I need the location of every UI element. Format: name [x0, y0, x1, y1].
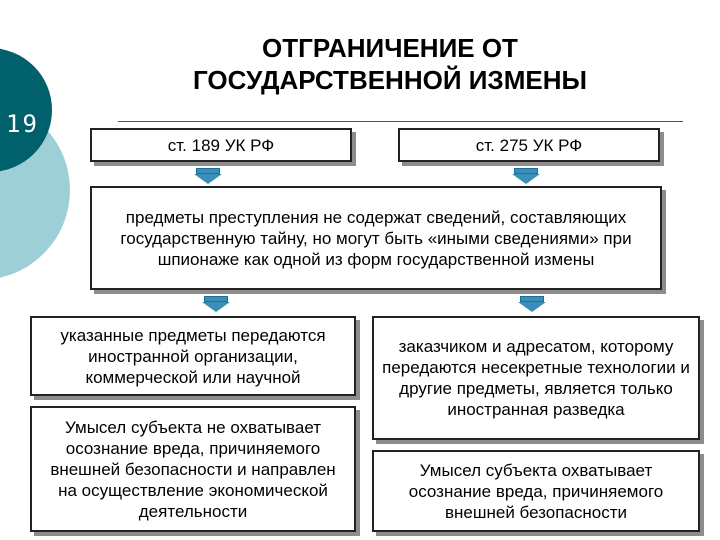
right-intent-box	[372, 450, 700, 532]
decorative-circles	[0, 0, 100, 300]
article-189-box	[90, 128, 352, 162]
common-feature-box	[90, 186, 662, 290]
left-intent-text: Умысел субъекта не охватывает осознание вреда, причиняемого внешней безопасности и направлен на осуществление экономической деятельности	[50, 417, 336, 521]
slide-number: 19	[6, 110, 39, 138]
article-189-label: ст. 189 УК РФ	[167, 135, 275, 155]
title-divider	[118, 121, 683, 122]
right-transfer-box	[372, 316, 700, 440]
article-275-box	[398, 128, 660, 162]
title-line-1: ОТГРАНИЧЕНИЕ ОТ	[262, 33, 518, 63]
article-275-label: ст. 275 УК РФ	[475, 135, 583, 155]
right-intent-text: Умысел субъекта охватывает осознание вреда, причиняемого внешней безопасности	[408, 460, 664, 522]
page-title	[120, 32, 660, 96]
right-transfer-text: заказчиком и адресатом, которому передаются несекретные технологии и другие предметы, является только иностранная разведка	[382, 337, 690, 419]
left-intent-box	[30, 406, 356, 532]
title-line-2: ГОСУДАРСТВЕННОЙ ИЗМЕНЫ	[193, 65, 587, 95]
common-feature-text: предметы преступления не содержат сведений, составляющих государственную тайну, но могут быть «иными сведениями» при шпионаже как одной из форм государственной измены	[120, 207, 632, 269]
left-transfer-box	[30, 316, 356, 396]
left-transfer-text: указанные предметы передаются иностранной организации, коммерческой или научной	[60, 325, 326, 387]
